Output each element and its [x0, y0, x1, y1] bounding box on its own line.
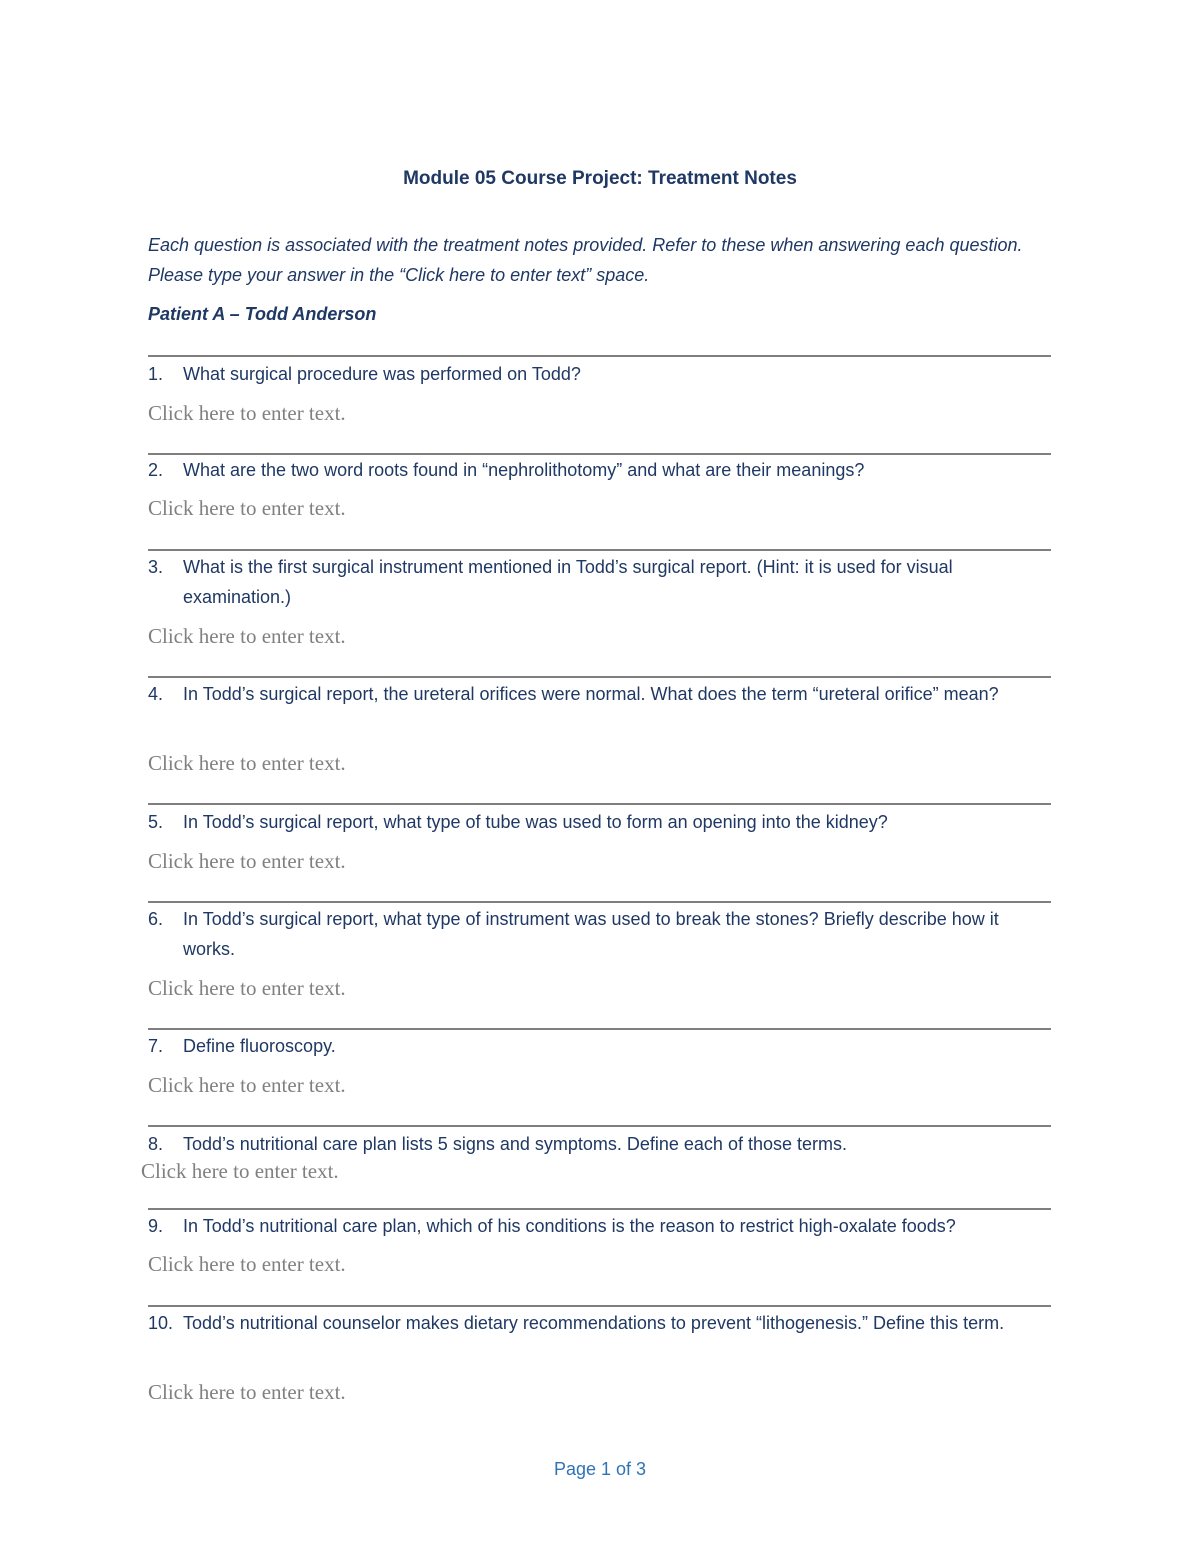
question-number: 10. [148, 1313, 174, 1333]
question-text: What are the two word roots found in “nephrolithotomy” and what are their meanings? [183, 460, 865, 480]
question-3 [148, 552, 1051, 612]
question-number: 6. [148, 909, 164, 929]
answer-field-7[interactable]: Click here to enter text. [148, 1073, 346, 1097]
patient-heading: Patient A – Todd Anderson [148, 304, 377, 324]
divider-line [148, 355, 1051, 357]
divider-line [148, 676, 1051, 678]
divider-line [148, 803, 1051, 805]
question-5 [148, 807, 1051, 837]
question-number: 3. [148, 557, 164, 577]
answer-field-3[interactable]: Click here to enter text. [148, 624, 346, 648]
question-4 [148, 679, 1051, 709]
answer-field-8[interactable]: Click here to enter text. [141, 1159, 339, 1183]
question-number: 7. [148, 1036, 164, 1056]
instructions-text: Each question is associated with the treatment notes provided. Refer to these when answering each question. Please type your answer in the “Click here to enter text” space. [148, 235, 1023, 285]
answer-field-6[interactable]: Click here to enter text. [148, 976, 346, 1000]
question-text: In Todd’s surgical report, what type of instrument was used to break the stones? Briefly describe how it works. [183, 909, 999, 959]
question-2 [148, 455, 1051, 485]
question-number: 5. [148, 812, 164, 832]
divider-line [148, 1208, 1051, 1210]
question-number: 8. [148, 1134, 164, 1154]
answer-field-9[interactable]: Click here to enter text. [148, 1252, 346, 1276]
answer-field-4[interactable]: Click here to enter text. [148, 751, 346, 775]
question-text: In Todd’s surgical report, what type of tube was used to form an opening into the kidney? [183, 812, 888, 832]
question-text: Todd’s nutritional counselor makes dietary recommendations to prevent “lithogenesis.” Define this term. [183, 1313, 1005, 1333]
answer-field-1[interactable]: Click here to enter text. [148, 401, 346, 425]
divider-line [148, 1028, 1051, 1030]
question-8 [148, 1129, 1051, 1159]
divider-line [148, 1305, 1051, 1307]
divider-line [148, 1125, 1051, 1127]
divider-line [148, 549, 1051, 551]
question-number: 1. [148, 364, 164, 384]
question-number: 9. [148, 1216, 164, 1236]
question-number: 2. [148, 460, 164, 480]
answer-field-5[interactable]: Click here to enter text. [148, 849, 346, 873]
question-7 [148, 1031, 1051, 1061]
answer-field-10[interactable]: Click here to enter text. [148, 1380, 346, 1404]
question-text: In Todd’s nutritional care plan, which of his conditions is the reason to restrict high-oxalate foods? [183, 1216, 956, 1236]
question-text: Todd’s nutritional care plan lists 5 signs and symptoms. Define each of those terms. [183, 1134, 847, 1154]
question-1 [148, 359, 1051, 389]
question-text: What is the first surgical instrument mentioned in Todd’s surgical report. (Hint: it is used for visual examination.) [183, 557, 953, 607]
question-9 [148, 1211, 1051, 1241]
answer-field-2[interactable]: Click here to enter text. [148, 496, 346, 520]
page-number-footer: Page 1 of 3 [553, 1459, 647, 1479]
question-6 [148, 904, 1051, 964]
question-number: 4. [148, 684, 164, 704]
question-text: In Todd’s surgical report, the ureteral orifices were normal. What does the term “ureteral orifice” mean? [183, 684, 999, 704]
question-10 [148, 1308, 1051, 1338]
document-title: Module 05 Course Project: Treatment Notes [403, 168, 797, 189]
question-text: Define fluoroscopy. [183, 1036, 336, 1056]
question-text: What surgical procedure was performed on Todd? [183, 364, 581, 384]
divider-line [148, 901, 1051, 903]
